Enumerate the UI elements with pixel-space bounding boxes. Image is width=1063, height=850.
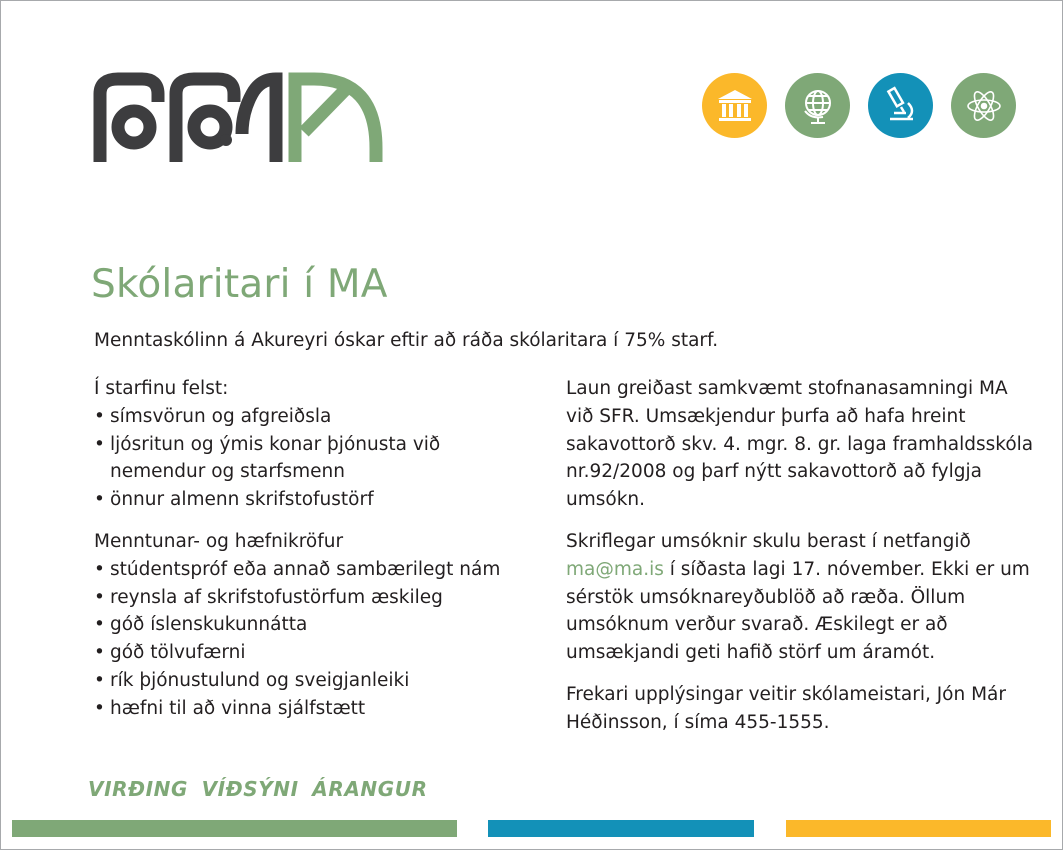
- list-item: • reynsla af skrifstofustörfum æskileg: [94, 584, 544, 612]
- slogan: VIRÐING VÍÐSÝNI ÁRANGUR: [88, 777, 428, 801]
- subject-icons: [702, 73, 1016, 138]
- apply-suffix: í síðasta lagi 17. nóvember. Ekki er um sérstök umsóknareyðublöð að ræða. Öllum umsóknum verður svarað. Æskilegt er að umsækjandi geti hafið störf um áramót.: [566, 558, 1030, 664]
- atom-icon: [951, 73, 1016, 138]
- microscope-icon: [868, 73, 933, 138]
- ma-logo: [92, 72, 387, 168]
- list-item: • stúdentspróf eða annað sambærilegt nám: [94, 556, 544, 584]
- list-item: • rík þjónustulund og sveigjanleiki: [94, 667, 544, 695]
- salary-paragraph: Laun greiðast samkvæmt stofnanasamningi MA við SFR. Umsækjendur þurfa að hafa hreint sakavottorð skv. 4. mgr. 8. gr. laga framhaldsskóla nr.92/2008 og þarf nýtt sakavottorð að fylgja umsókn.: [566, 378, 1034, 511]
- page-title: Skólaritari í MA: [91, 262, 388, 307]
- duties-list: [94, 403, 544, 514]
- list-item: • önnur almenn skrifstofustörf: [94, 486, 544, 514]
- footer-bar-green: [12, 820, 457, 837]
- application-paragraph: [566, 528, 1036, 667]
- apply-prefix: Skriflegar umsóknir skulu berast í netfangið: [566, 530, 971, 552]
- right-column: [566, 375, 1036, 751]
- duties-heading: Í starfinu felst:: [94, 378, 229, 399]
- footer-bar-blue: [488, 820, 754, 837]
- list-item: • hæfni til að vinna sjálfstætt: [94, 695, 544, 723]
- left-column: [94, 375, 544, 737]
- requirements-heading: Menntunar- og hæfnikröfur: [94, 530, 344, 552]
- email-link[interactable]: ma@ma.is: [566, 558, 664, 580]
- list-item: • ljósritun og ýmis konar þjónusta við nemendur og starfsmenn: [94, 431, 470, 487]
- building-columns-icon: [702, 73, 767, 138]
- footer-bar-yellow: [786, 820, 1051, 837]
- list-item: • símsvörun og afgreiðsla: [94, 403, 544, 431]
- globe-icon: [785, 73, 850, 138]
- list-item: • góð íslenskukunnátta: [94, 611, 544, 639]
- contact-paragraph: Frekari upplýsingar veitir skólameistari, Jón Már Héðinsson, í síma 455-1555.: [566, 683, 1006, 733]
- requirements-list: [94, 556, 544, 723]
- list-item: • góð tölvufærni: [94, 639, 544, 667]
- intro-text: Menntaskólinn á Akureyri óskar eftir að ráða skólaritara í 75% starf.: [94, 330, 719, 351]
